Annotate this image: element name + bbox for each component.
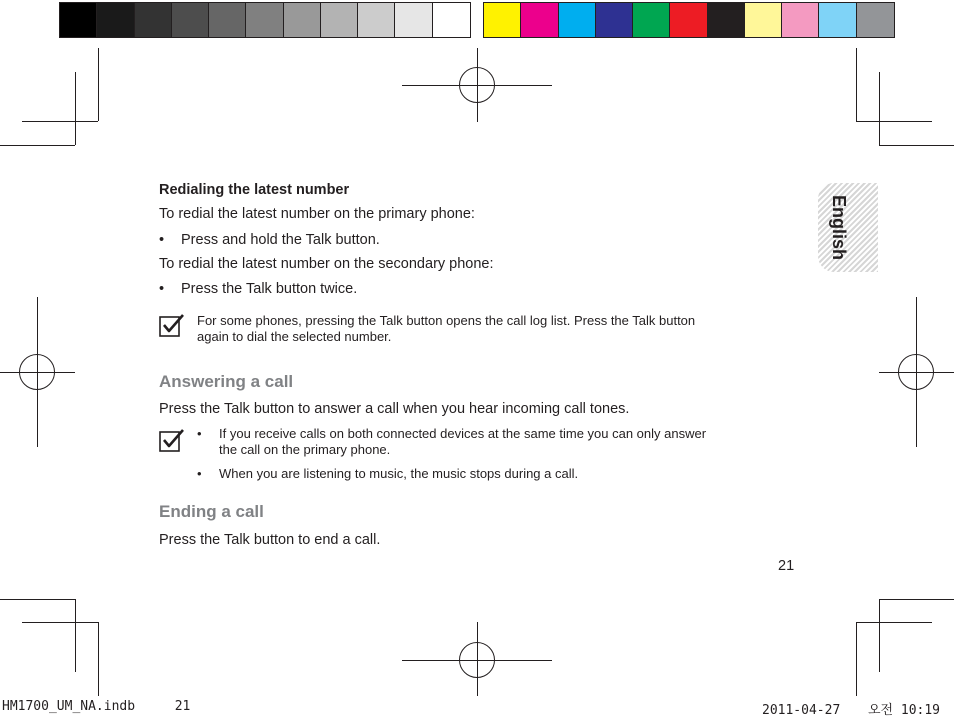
bullet-mark: •: [197, 466, 202, 481]
color-swatch: [670, 3, 707, 37]
color-swatch: [246, 3, 283, 37]
color-swatch: [395, 3, 432, 37]
redial-note: [197, 313, 695, 345]
answer-note-1-line: the call on the primary phone.: [219, 442, 391, 457]
color-swatch: [484, 3, 521, 37]
footer-filename: HM1700_UM_NA.indb: [2, 699, 136, 714]
crop-mark: [879, 145, 954, 146]
crop-mark: [22, 622, 98, 623]
color-swatch: [209, 3, 246, 37]
redial-heading: Redialing the latest number: [159, 182, 350, 198]
color-swatch: [633, 3, 670, 37]
crop-mark: [98, 48, 99, 121]
color-swatch: [819, 3, 856, 37]
color-swatch: [433, 3, 470, 37]
note-check-icon: [159, 428, 185, 452]
crop-mark: [0, 145, 75, 146]
crop-mark: [22, 121, 98, 122]
answer-note-1: [219, 426, 706, 458]
page-number: 21: [778, 558, 795, 574]
redial-primary-intro: To redial the latest number on the primary phone:: [159, 206, 475, 222]
color-swatch: [745, 3, 782, 37]
language-tab-label: English: [828, 194, 849, 261]
footer-time: 오전 10:19: [867, 703, 941, 718]
crop-mark: [879, 599, 880, 672]
crop-mark: [879, 599, 954, 600]
footer-date: 2011-04-27: [762, 703, 841, 718]
answer-note-1-line: If you receive calls on both connected devices at the same time you can only answer: [219, 426, 707, 441]
redial-note-line: again to dial the selected number.: [197, 329, 392, 344]
bullet-mark: •: [159, 281, 165, 297]
color-swatch: [172, 3, 209, 37]
grayscale-color-bar: [59, 2, 471, 38]
crop-mark: [856, 48, 857, 121]
crop-mark: [0, 599, 75, 600]
crop-mark: [75, 599, 76, 672]
bullet-mark: •: [197, 426, 202, 441]
redial-secondary-bullet: Press the Talk button twice.: [181, 281, 358, 297]
crop-mark: [856, 622, 857, 696]
color-swatch: [321, 3, 358, 37]
crop-mark: [75, 72, 76, 145]
color-swatch: [521, 3, 558, 37]
color-swatch: [284, 3, 321, 37]
color-swatch: [559, 3, 596, 37]
crop-mark: [856, 622, 932, 623]
redial-secondary-intro: To redial the latest number on the secondary phone:: [159, 256, 494, 272]
color-swatch: [857, 3, 894, 37]
redial-note-line: For some phones, pressing the Talk button opens the call log list. Press the Talk button: [197, 313, 696, 328]
process-color-bar: [483, 2, 895, 38]
end-body: Press the Talk button to end a call.: [159, 532, 381, 548]
color-swatch: [60, 3, 97, 37]
answer-heading: Answering a call: [159, 372, 294, 391]
redial-primary-bullet: Press and hold the Talk button.: [181, 232, 380, 248]
color-swatch: [358, 3, 395, 37]
color-swatch: [135, 3, 172, 37]
footer-datetime: [762, 699, 940, 718]
answer-note-2: When you are listening to music, the music stops during a call.: [219, 466, 579, 481]
language-tab-label-wrap: [818, 183, 858, 272]
color-swatch: [782, 3, 819, 37]
bullet-mark: •: [159, 232, 165, 248]
color-swatch: [97, 3, 134, 37]
end-heading: Ending a call: [159, 502, 264, 521]
answer-body: Press the Talk button to answer a call when you hear incoming call tones.: [159, 401, 630, 417]
color-swatch: [596, 3, 633, 37]
crop-mark: [856, 121, 932, 122]
footer-file: [2, 699, 190, 714]
crop-mark: [879, 72, 880, 145]
footer-page: 21: [174, 699, 191, 714]
note-check-icon: [159, 313, 185, 337]
crop-mark: [98, 622, 99, 696]
color-swatch: [708, 3, 745, 37]
